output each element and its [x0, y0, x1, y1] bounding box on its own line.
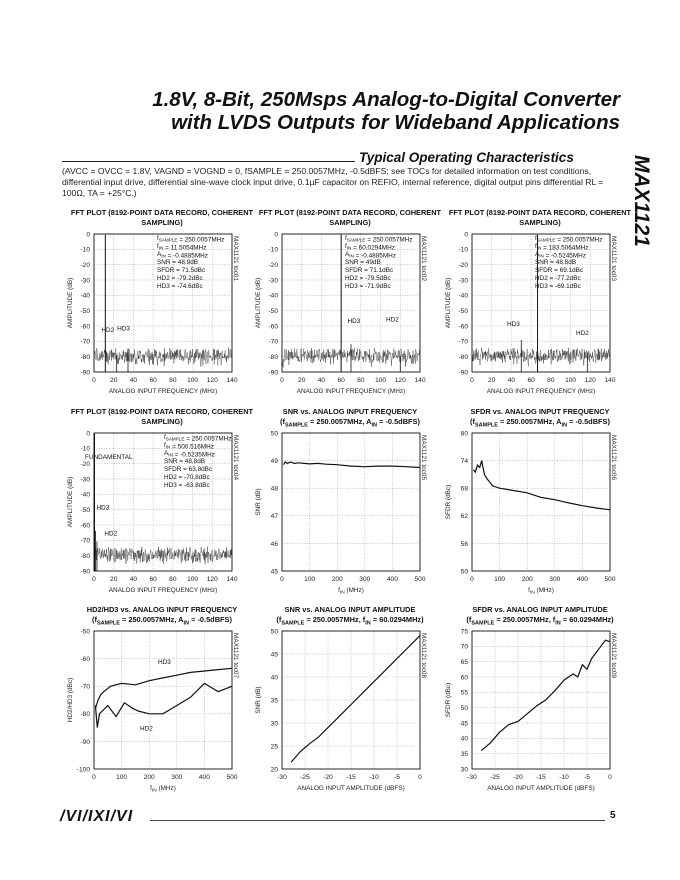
- annotation-text: $f_{IN} = 60.0294MHz$: [345, 243, 395, 252]
- x-tick-label: -20: [513, 774, 523, 781]
- y-tick-label: -60: [80, 522, 90, 530]
- series-label: HD3: [157, 659, 171, 667]
- chart-title: SNR vs. ANALOG INPUT AMPLITUDE ($f_{SAMPLE} = 250.0057MHz$, $f_{IN} = 60.0294MHz$): [276, 605, 424, 627]
- x-tick-label: 140: [604, 377, 616, 384]
- chart-panel: [250, 605, 450, 805]
- y-tick-label: -80: [80, 354, 90, 362]
- x-tick-label: 80: [169, 576, 177, 583]
- y-tick-label: -40: [458, 292, 468, 300]
- y-tick-label: -60: [80, 656, 90, 663]
- footer-rule: [150, 820, 605, 821]
- y-tick-label: 47: [270, 513, 278, 521]
- y-tick-label: 50: [270, 430, 278, 438]
- y-tick-label: -10: [268, 246, 278, 254]
- chart-title: SNR vs. ANALOG INPUT FREQUENCY ($f_{SAMPLE} = 250.0057MHz$, $A_{IN}$ = -0.5dBFS): [280, 407, 420, 429]
- y-tick-label: 56: [460, 540, 468, 548]
- chart-svg: [440, 208, 640, 408]
- y-tick-label: -50: [268, 308, 278, 316]
- x-tick-label: 100: [565, 377, 577, 384]
- annotation-text: SNR = 48.8dB: [164, 458, 206, 465]
- x-tick-label: 200: [143, 774, 155, 781]
- y-tick-label: -80: [80, 553, 90, 561]
- y-tick-label: 62: [460, 513, 468, 521]
- y-tick-label: 30: [270, 720, 278, 728]
- grid: [282, 631, 420, 769]
- y-tick-label: -20: [80, 461, 90, 469]
- x-tick-label: 0: [608, 774, 612, 781]
- x-tick-label: 0: [470, 576, 474, 583]
- x-tick-label: 400: [198, 774, 210, 781]
- annotation-text: SNR = 48.8dB: [535, 259, 577, 266]
- y-axis-label: SNR (dB): [255, 488, 262, 516]
- x-tick-label: -10: [369, 774, 379, 781]
- noise-floor-trace: [472, 348, 610, 367]
- peak-label: HD3: [347, 317, 361, 325]
- annotation-text: HD2 = -70.8dBc: [164, 474, 210, 481]
- chart-svg: [62, 407, 262, 607]
- x-tick-label: 100: [187, 576, 199, 583]
- y-tick-label: 45: [270, 568, 278, 576]
- x-tick-label: 20: [110, 576, 118, 583]
- figure-tag: MAX1121 toc02: [420, 236, 427, 281]
- annotation-text: $f_{IN} = 183.5064MHz$: [535, 243, 589, 252]
- y-tick-label: -30: [268, 277, 278, 285]
- x-axis-label: ANALOG INPUT FREQUENCY (MHz): [296, 388, 406, 395]
- title-line-1: 1.8V, 8-Bit, 250Msps Analog-to-Digital Converter: [152, 88, 620, 111]
- y-tick-label: -10: [80, 445, 90, 453]
- series-line: [481, 640, 610, 750]
- y-tick-label: 50: [460, 705, 468, 713]
- grid: [94, 631, 232, 769]
- chart-svg: [250, 208, 450, 408]
- plot-frame: [94, 631, 232, 769]
- x-tick-label: 200: [521, 576, 533, 583]
- chart-svg: [440, 605, 640, 805]
- y-tick-label: 50: [460, 568, 468, 576]
- y-tick-label: -10: [458, 246, 468, 254]
- peak-label: HD2: [101, 327, 115, 335]
- y-tick-label: 50: [270, 628, 278, 636]
- x-axis-label: ANALOG INPUT FREQUENCY (MHz): [108, 388, 218, 395]
- annotation-text: SNR = 48.9dB: [157, 259, 199, 266]
- figure-tag: MAX1121 toc07: [232, 633, 239, 678]
- y-tick-label: -90: [268, 369, 278, 377]
- y-tick-label: -50: [80, 628, 90, 636]
- y-tick-label: 25: [270, 743, 278, 751]
- noise-floor-trace: [94, 348, 232, 367]
- y-tick-label: -90: [80, 738, 90, 746]
- series-line: [283, 462, 420, 468]
- series-line: [473, 461, 610, 510]
- annotation-text: SFDR = 63.8dBc: [164, 466, 213, 473]
- x-tick-label: 0: [92, 774, 96, 781]
- chart-title: SFDR vs. ANALOG INPUT FREQUENCY ($f_{SAMPLE} = 250.0057MHz$, $A_{IN}$ = -0.5dBFS): [470, 407, 610, 429]
- series-line: [291, 636, 420, 763]
- chart-panel: [250, 407, 450, 607]
- peak-label: FUNDAMENTAL: [85, 454, 133, 462]
- x-tick-label: 20: [298, 377, 306, 384]
- x-tick-label: 0: [470, 377, 474, 384]
- x-tick-label: 0: [92, 576, 96, 583]
- y-tick-label: -80: [80, 711, 90, 719]
- y-tick-label: 70: [460, 643, 468, 651]
- grid: [472, 631, 610, 769]
- x-tick-label: 80: [547, 377, 555, 384]
- peak-label: HD3: [96, 504, 110, 512]
- annotation-text: $f_{SAMPLE} = 250.0057MHz$: [345, 235, 413, 244]
- chart-panel: [62, 208, 262, 408]
- chart-title: FFT PLOT (8192-POINT DATA RECORD, COHERENT SAMPLING): [70, 208, 254, 227]
- chart-title: FFT PLOT (8192-POINT DATA RECORD, COHERENT SAMPLING): [448, 208, 632, 227]
- annotation-text: $A_{IN} = -0.4885MHz$: [345, 251, 396, 260]
- annotation-text: HD3 = -69.1dBc: [535, 283, 581, 290]
- annotation-text: $f_{SAMPLE} = 250.0057MHz$: [164, 434, 232, 443]
- x-tick-label: -25: [300, 774, 310, 781]
- y-tick-label: -70: [268, 338, 278, 346]
- x-tick-label: 120: [206, 576, 218, 583]
- y-axis-label: HD2/HD3 (dBc): [67, 677, 74, 723]
- title-line-2: with LVDS Outputs for Wideband Applications: [171, 111, 620, 134]
- y-tick-label: 45: [460, 720, 468, 728]
- x-tick-label: 120: [394, 377, 406, 384]
- annotation-text: $A_{IN} = -0.5235MHz$: [164, 450, 215, 459]
- y-tick-label: -60: [458, 323, 468, 331]
- annotation-text: HD2 = -79.2dBc: [157, 275, 203, 282]
- series-label: HD2: [140, 725, 153, 733]
- annotation-text: $A_{IN} = -0.4885MHz$: [157, 251, 208, 260]
- annotation-text: HD3 = -74.6dBc: [157, 283, 203, 290]
- x-tick-label: 0: [92, 377, 96, 384]
- x-axis-label: $f_{IN}$ (MHz): [150, 785, 176, 794]
- y-tick-label: -40: [268, 292, 278, 300]
- y-tick-label: 46: [270, 540, 278, 548]
- y-axis-label: SFDR (dBc): [445, 682, 452, 718]
- annotation-text: SFDR = 71.5dBc: [157, 267, 206, 274]
- x-tick-label: 60: [149, 377, 157, 384]
- y-tick-label: 35: [270, 697, 278, 705]
- x-tick-label: 20: [488, 377, 496, 384]
- x-tick-label: 500: [226, 774, 238, 781]
- y-axis-label: SFDR (dBc): [445, 484, 452, 520]
- x-axis-label: ANALOG INPUT FREQUENCY (MHz): [108, 587, 218, 594]
- chart-svg: [440, 407, 640, 607]
- y-tick-label: 75: [460, 628, 468, 636]
- plot-frame: [282, 433, 420, 571]
- x-tick-label: 400: [576, 576, 588, 583]
- peak-label: HD2: [576, 330, 589, 338]
- y-tick-label: 48: [270, 485, 278, 493]
- peak-label: HD3: [117, 325, 130, 333]
- annotation-text: SNR = 49dB: [345, 259, 381, 266]
- figure-tag: MAX1121 toc03: [610, 236, 617, 281]
- x-tick-label: 500: [414, 576, 426, 583]
- x-axis-label: ANALOG INPUT AMPLITUDE (dBFS): [297, 785, 405, 792]
- x-axis-label: ANALOG INPUT AMPLITUDE (dBFS): [487, 785, 595, 792]
- x-tick-label: 60: [337, 377, 345, 384]
- annotation-text: $f_{IN} = 500.516MHz$: [164, 442, 214, 451]
- x-tick-label: 60: [527, 377, 535, 384]
- x-tick-label: 140: [226, 377, 238, 384]
- x-tick-label: 0: [280, 377, 284, 384]
- y-tick-label: 20: [270, 766, 278, 774]
- y-tick-label: 45: [270, 651, 278, 659]
- y-tick-label: -40: [80, 491, 90, 499]
- x-tick-label: 120: [206, 377, 218, 384]
- x-tick-label: 0: [418, 774, 422, 781]
- x-tick-label: -20: [323, 774, 333, 781]
- y-tick-label: 80: [460, 430, 468, 438]
- chart-svg: [250, 605, 450, 805]
- peak-label: HD2: [386, 316, 399, 324]
- x-axis-label: ANALOG INPUT FREQUENCY (MHz): [486, 388, 596, 395]
- y-tick-label: -30: [80, 277, 90, 285]
- chart-title: FFT PLOT (8192-POINT DATA RECORD, COHERENT SAMPLING): [70, 407, 254, 426]
- y-tick-label: 0: [464, 231, 468, 239]
- peak-label: HD2: [104, 530, 118, 538]
- y-tick-label: -50: [458, 308, 468, 316]
- y-tick-label: -40: [80, 292, 90, 300]
- chart-panel: [62, 407, 262, 607]
- chart-svg: [250, 407, 450, 607]
- x-tick-label: 300: [171, 774, 183, 781]
- x-tick-label: 40: [507, 377, 516, 384]
- x-axis-label: $f_{IN}$ (MHz): [338, 587, 364, 596]
- y-tick-label: -90: [80, 568, 90, 576]
- grid: [472, 433, 610, 571]
- y-tick-label: -10: [80, 246, 90, 254]
- x-tick-label: 100: [187, 377, 199, 384]
- annotation-text: HD2 = -79.5dBc: [345, 275, 391, 282]
- chart-title: HD2/HD3 vs. ANALOG INPUT FREQUENCY ($f_{SAMPLE} = 250.0057MHz$, $A_{IN}$ = -0.5dBFS): [86, 605, 238, 627]
- y-tick-label: -30: [80, 476, 90, 484]
- x-tick-label: 100: [116, 774, 128, 781]
- y-axis-label: AMPLITUDE (dB): [445, 277, 452, 329]
- annotation-text: SFDR = 69.1dBc: [535, 267, 584, 274]
- x-tick-label: 100: [375, 377, 387, 384]
- y-tick-label: -90: [80, 369, 90, 377]
- annotation-text: $f_{SAMPLE} = 250.0057MHz$: [157, 235, 225, 244]
- x-tick-label: 140: [226, 576, 238, 583]
- x-tick-label: 60: [149, 576, 157, 583]
- figure-tag: MAX1121 toc01: [232, 236, 239, 281]
- x-tick-label: 200: [331, 576, 343, 583]
- annotation-text: $A_{IN} = -0.5245MHz$: [535, 251, 586, 260]
- x-tick-label: 500: [604, 576, 616, 583]
- y-tick-label: -30: [458, 277, 468, 285]
- x-tick-label: -5: [394, 774, 400, 781]
- y-axis-label: SNR (dB): [255, 686, 262, 714]
- y-tick-label: -70: [80, 537, 90, 545]
- x-tick-label: -15: [346, 774, 356, 781]
- x-tick-label: 120: [584, 377, 596, 384]
- y-tick-label: 40: [270, 674, 278, 682]
- y-tick-label: -60: [268, 323, 278, 331]
- x-tick-label: 100: [494, 576, 506, 583]
- x-tick-label: 80: [357, 377, 365, 384]
- y-axis-label: AMPLITUDE (dB): [255, 277, 262, 329]
- x-tick-label: 40: [129, 377, 138, 384]
- annotation-text: $f_{SAMPLE} = 250.0057MHz$: [535, 235, 603, 244]
- chart-panel: [62, 605, 262, 805]
- x-axis-label: $f_{IN}$ (MHz): [528, 587, 554, 596]
- x-tick-label: 140: [414, 377, 426, 384]
- x-tick-label: 20: [110, 377, 118, 384]
- figure-tag: MAX1121 toc04: [232, 435, 239, 480]
- x-tick-label: -15: [536, 774, 546, 781]
- section-heading: Typical Operating Characteristics: [359, 150, 574, 165]
- figure-tag: MAX1121 toc06: [610, 435, 617, 480]
- x-tick-label: -5: [584, 774, 590, 781]
- x-tick-label: 40: [129, 576, 138, 583]
- part-number: MAX1121: [630, 155, 653, 247]
- chart-panel: [440, 208, 640, 408]
- annotation-text: HD3 = -63.8dBc: [164, 482, 210, 489]
- y-tick-label: -80: [268, 354, 278, 362]
- x-tick-label: 400: [386, 576, 398, 583]
- y-tick-label: -60: [80, 323, 90, 331]
- x-tick-label: -25: [490, 774, 500, 781]
- x-tick-label: 80: [169, 377, 177, 384]
- figure-tag: MAX1121 toc05: [420, 435, 427, 480]
- y-tick-label: -20: [80, 262, 90, 270]
- chart-title: FFT PLOT (8192-POINT DATA RECORD, COHERENT SAMPLING): [258, 208, 442, 227]
- y-tick-label: 0: [274, 231, 278, 239]
- section-rule: [62, 161, 355, 162]
- y-tick-label: -50: [80, 308, 90, 316]
- y-tick-label: -80: [458, 354, 468, 362]
- x-tick-label: 100: [304, 576, 316, 583]
- y-tick-label: 35: [460, 751, 468, 759]
- y-tick-label: -20: [268, 262, 278, 270]
- y-tick-label: 55: [460, 689, 468, 697]
- y-tick-label: -70: [80, 338, 90, 346]
- plot-frame: [472, 433, 610, 571]
- y-tick-label: -90: [458, 369, 468, 377]
- x-tick-label: -10: [559, 774, 569, 781]
- annotation-text: SFDR = 71.1dBc: [345, 267, 394, 274]
- y-tick-label: 30: [460, 766, 468, 774]
- y-tick-label: 65: [460, 659, 468, 667]
- test-conditions: (AVCC = OVCC = 1.8V, VAGND = VOGND = 0, fSAMPLE = 250.0057MHz, -0.5dBFS; see TOCs for detailed information on test conditions, differential input drive, differential sine-wave clock input drive, 0.1µF capacitor on REFIO, internal reference, digital output pins differential RL = 100Ω, TA = +25°C.): [62, 166, 604, 198]
- y-axis-label: AMPLITUDE (dB): [67, 277, 74, 329]
- annotation-text: $f_{IN} = 11.5054MHz$: [157, 243, 207, 252]
- series-line: [95, 683, 232, 727]
- y-tick-label: 68: [460, 485, 468, 493]
- y-tick-label: 49: [270, 458, 278, 465]
- y-tick-label: -20: [458, 262, 468, 270]
- y-tick-label: -70: [80, 683, 90, 691]
- x-tick-label: 40: [317, 377, 326, 384]
- noise-floor-trace: [94, 547, 232, 565]
- y-tick-label: -100: [76, 766, 90, 774]
- annotation-text: HD2 = -77.2dBc: [535, 275, 581, 282]
- chart-title: SFDR vs. ANALOG INPUT AMPLITUDE ($f_{SAMPLE} = 250.0057MHz$, $f_{IN} = 60.0294MHz$): [466, 605, 614, 627]
- chart-panel: [440, 407, 640, 607]
- grid: [282, 433, 420, 571]
- svg-text:/VI/IXI/VI: /VI/IXI/VI: [60, 808, 134, 825]
- y-tick-label: 0: [86, 231, 90, 239]
- y-tick-label: 40: [460, 735, 468, 743]
- peak-label: HD3: [507, 321, 520, 328]
- chart-panel: [250, 208, 450, 408]
- chart-svg: [62, 605, 262, 805]
- x-tick-label: 0: [280, 576, 284, 583]
- figure-tag: MAX1121 toc08: [420, 633, 427, 678]
- x-tick-label: 300: [359, 576, 371, 583]
- y-tick-label: 74: [460, 458, 468, 465]
- chart-svg: [62, 208, 262, 408]
- y-tick-label: 0: [86, 430, 90, 438]
- chart-panel: [440, 605, 640, 805]
- y-axis-label: AMPLITUDE (dB): [67, 476, 74, 528]
- x-tick-label: 300: [549, 576, 561, 583]
- annotation-text: HD3 = -71.9dBc: [345, 283, 391, 290]
- x-tick-label: -30: [277, 774, 287, 781]
- y-tick-label: -50: [80, 507, 90, 515]
- page-number: 5: [610, 810, 616, 821]
- figure-tag: MAX1121 toc09: [610, 633, 617, 678]
- y-tick-label: -70: [458, 338, 468, 346]
- y-tick-label: 60: [460, 674, 468, 682]
- x-tick-label: -30: [467, 774, 477, 781]
